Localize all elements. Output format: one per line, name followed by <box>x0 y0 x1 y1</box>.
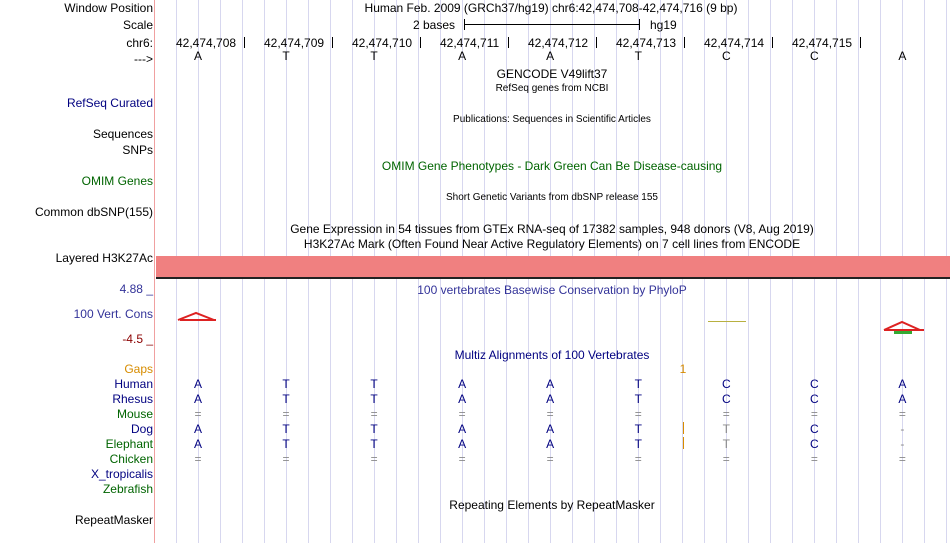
alignment-base: = <box>370 407 378 421</box>
alignment-base: T <box>722 422 730 436</box>
ruler-tick <box>244 37 245 48</box>
gaps-count: 1 <box>679 362 687 376</box>
ruler-coordinate: 42,474,709 <box>264 36 325 50</box>
refseq-track-title[interactable]: RefSeq genes from NCBI <box>495 83 609 94</box>
conservation-peak-right-green <box>894 331 912 334</box>
species-label[interactable]: X_tropicalis <box>90 467 153 481</box>
conservation-peak-left <box>178 313 214 320</box>
reference-base: C <box>810 49 819 63</box>
alignment-base: A <box>193 392 202 406</box>
layered-h3k27ac-label[interactable]: Layered H3K27Ac <box>55 251 153 265</box>
alignment-base: - <box>900 437 905 451</box>
alignment-base: T <box>634 377 642 391</box>
window-position-value[interactable]: Human Feb. 2009 (GRCh37/hg19) chr6:42,474,708-42,474,716 (9 bp) <box>364 1 738 15</box>
reference-base: T <box>634 49 642 63</box>
species-label[interactable]: Mouse <box>116 407 153 421</box>
alignment-base: T <box>634 392 642 406</box>
alignment-base: A <box>546 377 555 391</box>
alignment-base: T <box>634 437 642 451</box>
alignment-base: = <box>282 452 290 466</box>
alignment-base: T <box>634 422 642 436</box>
alignment-base: A <box>458 422 467 436</box>
chrom-label[interactable]: chr6: <box>126 36 153 50</box>
reference-base: T <box>370 49 378 63</box>
alignment-base: A <box>898 392 907 406</box>
phylop-max-label: 4.88 _ <box>119 282 153 296</box>
scale-bar-right-cap <box>639 19 640 30</box>
alignment-base: C <box>721 392 731 406</box>
ruler-coordinate: 42,474,713 <box>616 36 677 50</box>
window-position-label: Window Position <box>64 1 153 15</box>
alignment-base: = <box>722 407 730 421</box>
alignment-base: T <box>370 422 378 436</box>
ruler-tick <box>684 37 685 48</box>
alignment-base: = <box>194 452 202 466</box>
alignment-base: C <box>810 377 819 391</box>
ruler-tick <box>332 37 333 48</box>
ruler-tick <box>596 37 597 48</box>
alignment-base: A <box>193 422 202 436</box>
alignment-base: = <box>546 452 554 466</box>
h3k27ac-track-title[interactable]: H3K27Ac Mark (Often Found Near Active Regulatory Elements) on 7 cell lines from ENCODE <box>303 237 801 251</box>
alignment-base: C <box>721 377 731 391</box>
sequences-label[interactable]: Sequences <box>92 127 153 141</box>
alignment-base: C <box>810 437 819 451</box>
species-label[interactable]: Dog <box>130 422 153 436</box>
reference-base: C <box>721 49 731 63</box>
alignment-base: C <box>810 422 819 436</box>
common-dbsnp-label[interactable]: Common dbSNP(155) <box>34 205 153 219</box>
conservation-peak-left-base <box>180 319 216 321</box>
reference-base: A <box>193 49 202 63</box>
alignment-base: T <box>282 437 290 451</box>
alignment-base: = <box>810 452 818 466</box>
omim-track-title[interactable]: OMIM Gene Phenotypes - Dark Green Can Be Disease-causing <box>381 159 723 173</box>
species-label[interactable]: Rhesus <box>112 392 153 406</box>
dbsnp-track-title[interactable]: Short Genetic Variants from dbSNP release 155 <box>446 192 658 203</box>
conservation-low-mid <box>708 321 746 322</box>
alignment-base: = <box>546 407 554 421</box>
alignment-base: = <box>458 452 466 466</box>
ruler-coordinate: 42,474,711 <box>440 36 500 50</box>
alignment-base: C <box>810 392 819 406</box>
ruler-tick <box>420 37 421 48</box>
phylop-track-title[interactable]: 100 vertebrates Basewise Conservation by PhyloP <box>417 283 687 297</box>
scale-bar-left-cap <box>464 19 465 30</box>
alignment-base: A <box>546 437 555 451</box>
gencode-track-title[interactable]: GENCODE V49lift37 <box>496 67 608 81</box>
alignment-base: A <box>458 377 467 391</box>
alignment-base: T <box>282 377 290 391</box>
alignment-base: = <box>370 452 378 466</box>
species-label[interactable]: Zebrafish <box>102 482 153 496</box>
omim-genes-label[interactable]: OMIM Genes <box>81 174 153 188</box>
repeatmasker-track-title[interactable]: Repeating Elements by RepeatMasker <box>449 498 655 512</box>
gaps-label[interactable]: Gaps <box>124 362 153 376</box>
alignment-base: T <box>282 422 290 436</box>
alignment-base: = <box>194 407 202 421</box>
species-label[interactable]: Human <box>114 377 153 391</box>
alignment-base: A <box>546 392 555 406</box>
phylop-min-label: -4.5 _ <box>122 332 153 346</box>
ruler-tick <box>508 37 509 48</box>
gtex-track-title[interactable]: Gene Expression in 54 tissues from GTEx RNA-seq of 17382 samples, 948 donors (V8, Aug 2019) <box>290 222 814 236</box>
elephant-insertion-mark <box>683 437 684 449</box>
scale-bar <box>464 24 640 25</box>
scale-bar-text: 2 bases <box>413 18 456 32</box>
alignment-base: = <box>634 407 642 421</box>
multiz-track-title[interactable]: Multiz Alignments of 100 Vertebrates <box>454 348 650 362</box>
alignment-base: = <box>898 407 906 421</box>
ruler-coordinate: 42,474,715 <box>792 36 853 50</box>
repeatmasker-label[interactable]: RepeatMasker <box>74 513 153 527</box>
dog-insertion-mark <box>683 422 684 434</box>
reference-base: T <box>282 49 290 63</box>
alignment-base: = <box>898 452 906 466</box>
h3k27ac-signal-bar[interactable] <box>156 256 950 277</box>
ruler-tick <box>772 37 773 48</box>
reference-base: A <box>546 49 555 63</box>
reference-base: A <box>898 49 907 63</box>
alignment-base: = <box>458 407 466 421</box>
conservation-peak-right <box>884 322 920 330</box>
ruler-coordinate: 42,474,708 <box>176 36 237 50</box>
alignment-base: T <box>370 392 378 406</box>
vert-cons-label[interactable]: 100 Vert. Cons <box>73 307 153 321</box>
alignment-base: T <box>370 377 378 391</box>
phylop-conservation-plot[interactable] <box>156 300 950 340</box>
alignment-base: = <box>282 407 290 421</box>
alignment-base: A <box>546 422 555 436</box>
refseq-curated-label[interactable]: RefSeq Curated <box>66 96 153 110</box>
snps-label[interactable]: SNPs <box>122 143 153 157</box>
publications-track-title[interactable]: Publications: Sequences in Scientific Articles <box>453 114 651 125</box>
h3k27ac-baseline <box>156 277 950 279</box>
alignment-base: = <box>634 452 642 466</box>
conservation-peak-right-base <box>884 329 924 331</box>
alignment-base: A <box>193 437 202 451</box>
strand-label[interactable]: ---> <box>134 52 153 66</box>
alignment-base: = <box>722 452 730 466</box>
alignment-base: T <box>722 437 730 451</box>
reference-base: A <box>458 49 467 63</box>
alignment-base: T <box>370 437 378 451</box>
ruler-coordinate: 42,474,710 <box>352 36 413 50</box>
alignment-base: A <box>193 377 202 391</box>
species-label[interactable]: Elephant <box>105 437 153 451</box>
alignment-base: = <box>810 407 818 421</box>
ruler-coordinate: 42,474,714 <box>704 36 765 50</box>
label-divider <box>154 0 155 543</box>
alignment-base: A <box>898 377 907 391</box>
ruler-tick <box>860 37 861 48</box>
ruler-coordinate: 42,474,712 <box>528 36 589 50</box>
alignment-base: T <box>282 392 290 406</box>
scale-label: Scale <box>122 18 153 32</box>
scale-assembly: hg19 <box>650 18 677 32</box>
alignment-base: A <box>458 392 467 406</box>
alignment-base: A <box>458 437 467 451</box>
species-label[interactable]: Chicken <box>109 452 153 466</box>
alignment-base: - <box>900 422 905 436</box>
